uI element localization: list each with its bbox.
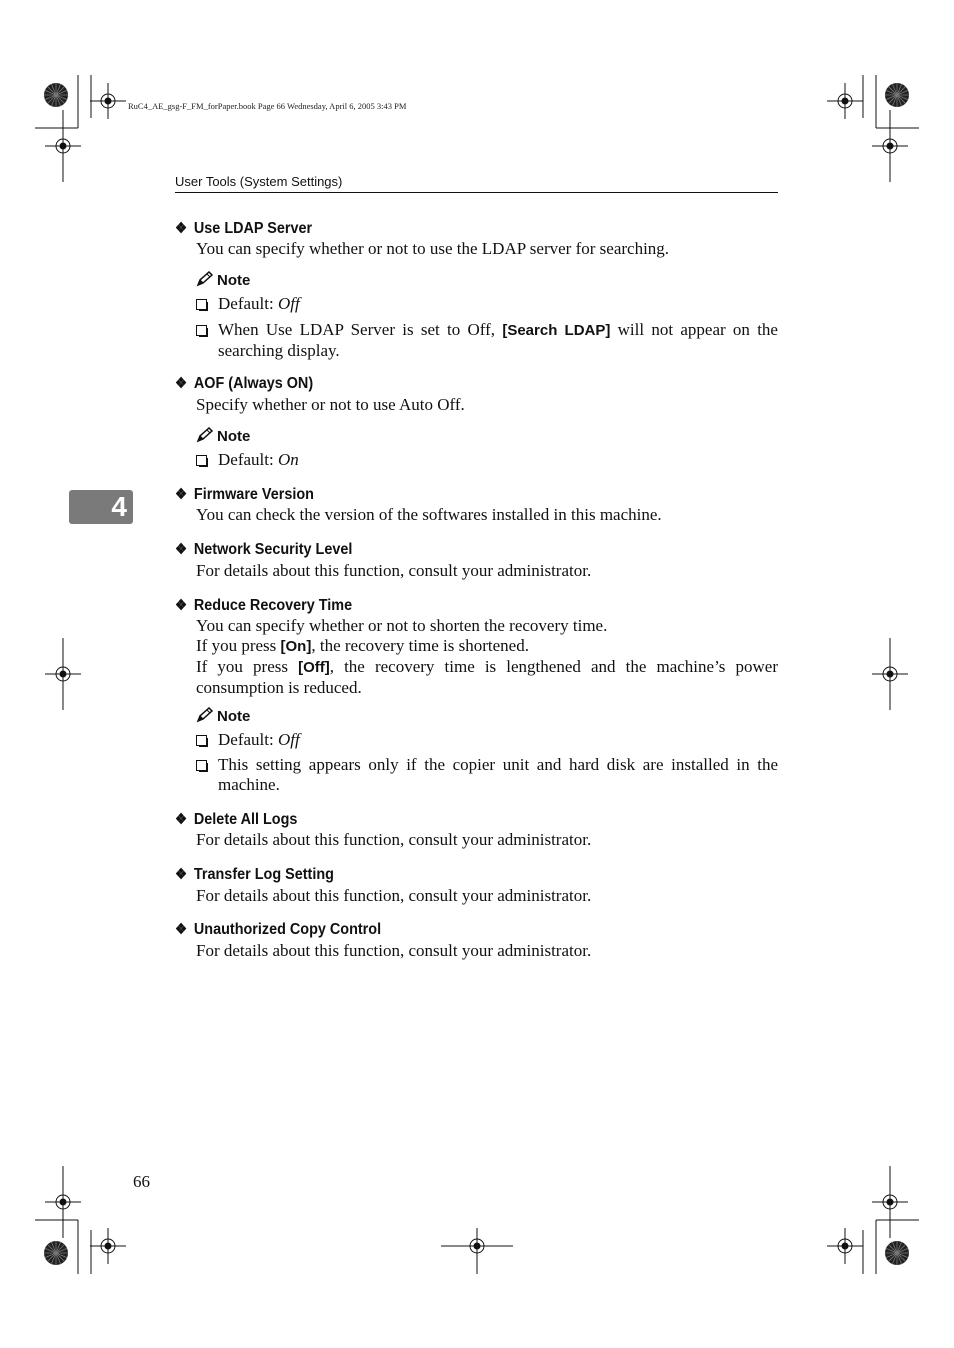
pencil-icon bbox=[196, 427, 214, 443]
note-item: This setting appears only if the copier unit and hard disk are installed in the machine. bbox=[196, 755, 778, 795]
diamond-bullet-icon: ❖ bbox=[175, 486, 188, 503]
checkbox-icon bbox=[196, 299, 207, 310]
section-desc-ldap: You can specify whether or not to use the LDAP server for searching. bbox=[196, 239, 670, 258]
section-title-copy-control: ❖ Unauthorized Copy Control bbox=[175, 921, 382, 938]
note-item: When Use LDAP Server is set to Off, [Search LDAP] will not appear on the searching display. bbox=[196, 320, 778, 361]
key-label: [Search LDAP] bbox=[502, 322, 611, 339]
print-header: RuC4_AE_gsg-F_FM_forPaper.book Page 66 Wednesday, April 6, 2005 3:43 PM bbox=[128, 101, 407, 111]
page-number: 66 bbox=[133, 1172, 150, 1191]
section-title-ldap: ❖ Use LDAP Server bbox=[175, 220, 313, 237]
section-title-transfer-log: ❖ Transfer Log Setting bbox=[175, 866, 334, 883]
section-title-firmware: ❖ Firmware Version bbox=[175, 486, 314, 503]
diamond-bullet-icon: ❖ bbox=[175, 921, 188, 938]
checkbox-icon bbox=[196, 760, 207, 771]
note-item: Default: Off bbox=[196, 294, 778, 314]
checkbox-icon bbox=[196, 455, 207, 466]
diamond-bullet-icon: ❖ bbox=[175, 541, 188, 558]
section-title-aof: ❖ AOF (Always ON) bbox=[175, 375, 314, 392]
note-heading: Note bbox=[196, 707, 250, 725]
section-desc-firmware: You can check the version of the softwares installed in this machine. bbox=[196, 505, 662, 524]
note-heading: Note bbox=[196, 427, 250, 445]
section-title-netsec: ❖ Network Security Level bbox=[175, 541, 353, 558]
checkbox-icon bbox=[196, 325, 207, 336]
header-rule bbox=[175, 192, 778, 193]
section-desc-transfer-log: For details about this function, consult your administrator. bbox=[196, 886, 592, 905]
diamond-bullet-icon: ❖ bbox=[175, 866, 188, 883]
diamond-bullet-icon: ❖ bbox=[175, 220, 188, 237]
section-desc-recovery: You can specify whether or not to shorten the recovery time. If you press [On], the recovery time is shortened. If you press [Off], the recovery time is lengthened and the machine’s power consumption is reduced. bbox=[196, 616, 778, 697]
key-label: [Off] bbox=[298, 659, 330, 676]
note-item: Default: On bbox=[196, 450, 778, 470]
running-head: User Tools (System Settings) bbox=[175, 174, 343, 189]
pencil-icon bbox=[196, 707, 214, 723]
chapter-tab: 4 bbox=[69, 490, 133, 524]
note-heading: Note bbox=[196, 271, 250, 289]
section-title-recovery: ❖ Reduce Recovery Time bbox=[175, 597, 353, 614]
section-title-delete-logs: ❖ Delete All Logs bbox=[175, 811, 298, 828]
diamond-bullet-icon: ❖ bbox=[175, 375, 188, 392]
pencil-icon bbox=[196, 271, 214, 287]
section-desc-netsec: For details about this function, consult your administrator. bbox=[196, 561, 592, 580]
checkbox-icon bbox=[196, 735, 207, 746]
section-desc-copy-control: For details about this function, consult your administrator. bbox=[196, 941, 592, 960]
section-desc-aof: Specify whether or not to use Auto Off. bbox=[196, 395, 465, 414]
key-label: [On] bbox=[280, 638, 312, 655]
diamond-bullet-icon: ❖ bbox=[175, 811, 188, 828]
note-item: Default: Off bbox=[196, 730, 778, 750]
section-desc-delete-logs: For details about this function, consult your administrator. bbox=[196, 830, 592, 849]
diamond-bullet-icon: ❖ bbox=[175, 597, 188, 614]
